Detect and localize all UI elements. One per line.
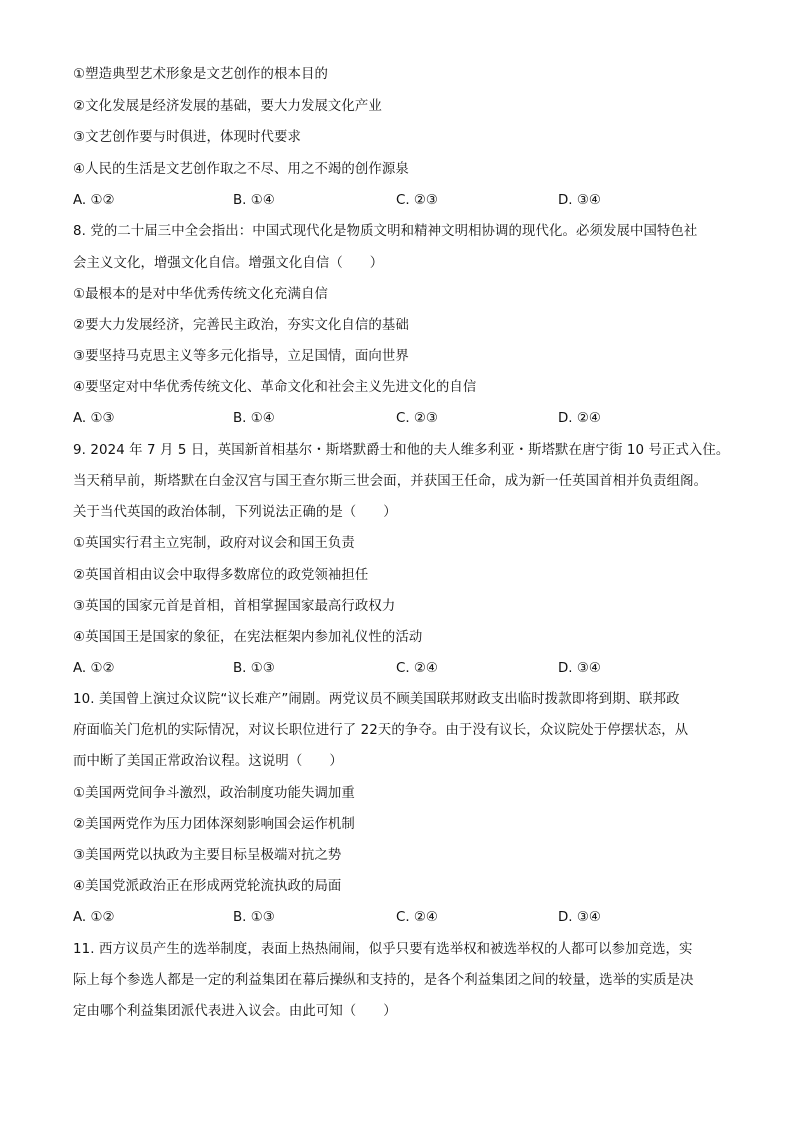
- q11-stem-line-2: 际上每个参选人都是一定的利益集团在幕后操纵和支持的，是各个利益集团之间的较量，选举的实质是决: [73, 973, 694, 988]
- q9-option-c: C. ②④: [396, 661, 438, 676]
- q9-statement-3: ③英国的国家元首是首相，首相掌握国家最高行政权力: [73, 599, 396, 614]
- q7-statement-2: ②文化发展是经济发展的基础，要大力发展文化产业: [73, 99, 382, 114]
- q9-options: [73, 660, 733, 678]
- q10-option-a: A. ①②: [73, 910, 115, 925]
- q10-stem-line-2: 府面临关门危机的实际情况，对议长职位进行了 22天的争夺。由于没有议长，众议院处于停摆状态，从: [73, 723, 689, 738]
- q7-options: [73, 192, 733, 210]
- q10-statement-2: ②美国两党作为压力团体深刻影响国会运作机制: [73, 817, 355, 832]
- q8-option-b: B. ①④: [233, 411, 275, 426]
- q7-statement-4: ④人民的生活是文艺创作取之不尽、用之不竭的创作源泉: [73, 162, 409, 177]
- q10-stem-line-1: 10. 美国曾上演过众议院“议长难产”闹剧。两党议员不顾美国联邦财政支出临时拨款即将到期、联邦政: [73, 692, 680, 707]
- q8-stem-line-2: 会主义文化，增强文化自信。增强文化自信（ ）: [73, 256, 384, 271]
- q8-options: [73, 410, 733, 428]
- q8-option-d: D. ②④: [558, 411, 601, 426]
- q8-statement-2: ②要大力发展经济，完善民主政治，夯实文化自信的基础: [73, 318, 409, 333]
- q7-option-b: B. ①④: [233, 193, 275, 208]
- q8-statement-3: ③要坚持马克思主义等多元化指导，立足国情，面向世界: [73, 349, 409, 364]
- q9-stem-line-2: 当天稍早前，斯塔默在白金汉宫与国王查尔斯三世会面，并获国王任命，成为新一任英国首相并负责组阁。: [73, 474, 708, 489]
- q9-option-b: B. ①③: [233, 661, 275, 676]
- q10-option-b: B. ①③: [233, 910, 275, 925]
- q7-option-c: C. ②③: [396, 193, 438, 208]
- q9-stem-line-3: 关于当代英国的政治体制，下列说法正确的是（ ）: [73, 505, 397, 520]
- q9-statement-2: ②英国首相由议会中取得多数席位的政党领袖担任: [73, 568, 369, 583]
- q10-statement-4: ④美国党派政治正在形成两党轮流执政的局面: [73, 879, 342, 894]
- q10-option-c: C. ②④: [396, 910, 438, 925]
- q7-option-a: A. ①②: [73, 193, 115, 208]
- q10-statement-1: ①美国两党间争斗激烈，政治制度功能失调加重: [73, 786, 355, 801]
- q9-statement-4: ④英国国王是国家的象征，在宪法框架内参加礼仪性的活动: [73, 630, 423, 645]
- q7-option-d: D. ③④: [558, 193, 601, 208]
- q9-option-a: A. ①②: [73, 661, 115, 676]
- q9-option-d: D. ③④: [558, 661, 601, 676]
- q10-option-d: D. ③④: [558, 910, 601, 925]
- q10-stem-line-3: 而中断了美国正常政治议程。这说明（ ）: [73, 754, 343, 769]
- q9-statement-1: ①英国实行君主立宪制，政府对议会和国王负责: [73, 536, 355, 551]
- q10-options: [73, 909, 733, 927]
- q8-option-c: C. ②③: [396, 411, 438, 426]
- q11-stem-line-1: 11. 西方议员产生的选举制度，表面上热热闹闹，似乎只要有选举权和被选举权的人都可以参加竞选，实: [73, 942, 693, 957]
- q8-option-a: A. ①③: [73, 411, 115, 426]
- q8-stem-line-1: 8. 党的二十届三中全会指出：中国式现代化是物质文明和精神文明相协调的现代化。必须发展中国特色社: [73, 224, 698, 239]
- q8-statement-1: ①最根本的是对中华优秀传统文化充满自信: [73, 287, 328, 302]
- q9-stem-line-1: 9. 2024 年 7 月 5 日，英国新首相基尔・斯塔默爵士和他的夫人维多利亚・斯塔默在唐宁街 10 号正式入住。: [73, 443, 730, 458]
- q11-stem-line-3: 定由哪个利益集团派代表进入议会。由此可知（ ）: [73, 1004, 397, 1019]
- q7-statement-1: ①塑造典型艺术形象是文艺创作的根本目的: [73, 67, 328, 82]
- q8-statement-4: ④要坚定对中华优秀传统文化、革命文化和社会主义先进文化的自信: [73, 380, 477, 395]
- q7-statement-3: ③文艺创作要与时俱进，体现时代要求: [73, 130, 301, 145]
- q10-statement-3: ③美国两党以执政为主要目标呈极端对抗之势: [73, 848, 342, 863]
